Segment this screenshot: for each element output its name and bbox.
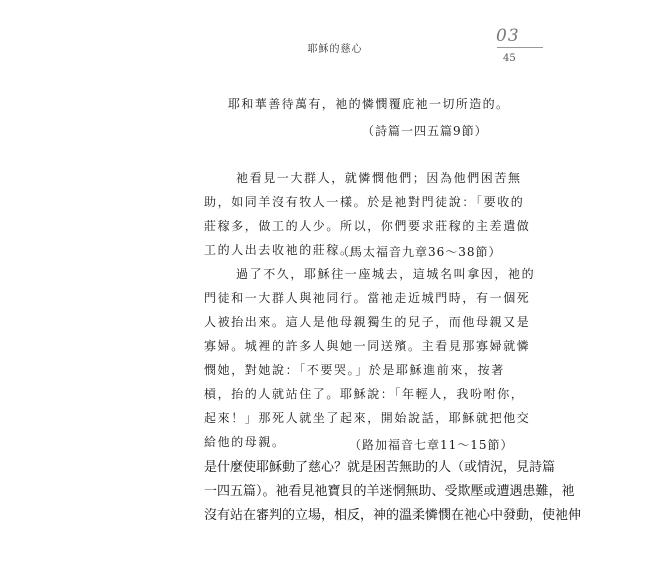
quote-line: 耶和華善待萬有，祂的憐憫覆庇祂一切所造的。 bbox=[228, 97, 510, 111]
chapter-title: 耶穌的慈心 bbox=[307, 44, 363, 55]
body-line: 是什麼使耶穌動了慈心？就是困苦無助的人（或情況，見詩篇 bbox=[204, 460, 556, 475]
body-line: 沒有站在審判的立場，相反，神的溫柔憐憫在祂心中發動，使祂伸 bbox=[204, 508, 582, 523]
quote-reference: （路加福音七章11～15節） bbox=[349, 438, 514, 452]
quote-reference: （詩篇一四五篇9節） bbox=[362, 124, 488, 138]
chapter-number: 03 bbox=[496, 26, 520, 46]
quote-line: 起來！」那死人就坐了起來，開始說話，耶穌就把他交 bbox=[204, 411, 531, 425]
quote-line: 門徒和一大群人與祂同行。當祂走近城門時，有一個死 bbox=[204, 291, 531, 305]
quote-line: 助，如同羊沒有牧人一樣。於是祂對門徒說：「要收的 bbox=[204, 195, 525, 209]
body-line: 一四五篇）。祂看見祂寶貝的羊迷惘無助、受欺壓或遭遇患難，祂 bbox=[204, 484, 575, 499]
quote-line: 人被抬出來。這人是他母親獨生的兒子，而他母親又是 bbox=[204, 315, 531, 329]
quote-line: 過了不久，耶穌往一座城去，這城名叫拿因，祂的 bbox=[236, 267, 536, 281]
quote-line: 工的人出去收祂的莊稼。」 bbox=[204, 243, 362, 257]
quote-line: 寡婦。城裡的許多人與她一同送殯。主看見那寡婦就憐 bbox=[204, 339, 531, 353]
quote-line: 憫她，對她說：「不要哭。」於是耶穌進前來，按著 bbox=[204, 363, 505, 377]
quote-line: 莊稼多，做工的人少。所以，你們要求莊稼的主差遣做 bbox=[204, 219, 531, 233]
quote-reference: （馬太福音九章36～38節） bbox=[337, 245, 502, 259]
chapter-rule bbox=[497, 47, 543, 48]
page-number: 45 bbox=[503, 53, 516, 64]
quote-line: 祂看見一大群人，就憐憫他們；因為他們困苦無 bbox=[236, 171, 522, 185]
quote-line: 槓，抬的人就站住了。耶穌說：「年輕人，我吩咐你， bbox=[204, 387, 525, 401]
quote-line: 給他的母親。 bbox=[204, 435, 286, 449]
